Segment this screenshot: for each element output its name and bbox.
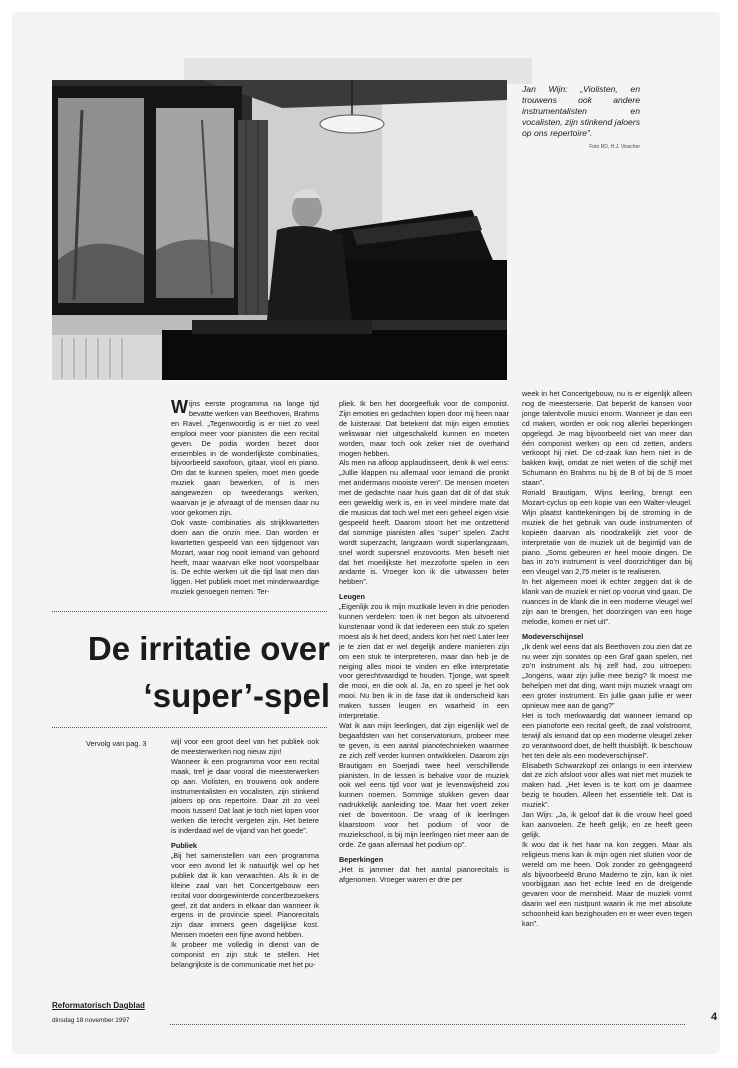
article-column-1 — [171, 399, 319, 597]
article-column-2 — [339, 399, 509, 885]
drop-cap: W — [171, 397, 188, 417]
article-column-3 — [522, 389, 692, 929]
paragraph: Ik wou dat ik het haar na kon zeggen. Maar als religieus mens kan ik mijn ogen niet sluiten voor de wereld om me heen. Ook zonder zo geëngageerd als bijvoorbeeld Bruno Maderno te zijn, kan ik niet voorbijgaan aan het echte leed en de dreigende gevaren voor de mensheid. Maar de muziek vormt daarin wel een rustpunt waarin ik me met absolute schoonheid kan bezighouden en er weer even tegen kan”. — [522, 839, 692, 929]
separator-bottom — [52, 727, 327, 728]
paragraph: „Ik denk wel eens dat als Beethoven zou zien dat ze nu weer zijn sonates op een Graf gaan spelen, net zo’n instrument als hij zelf had, zou uitroepen: „Jongens, waar zijn jullie mee bezig? Ik moest me behelpen met dat ding, want mijn muziek vraagt om een groter instrument. En jullie gaan jullie er weer opnieuw mee aan de gang?” — [522, 641, 692, 711]
paragraph: Het is toch merkwaardig dat wanneer iemand op een pianoforte een recital geeft, de zaal volstroomt, terwijl als iemand dat op een moderne vleugel zeker zo verantwoord doet, de helft thuisblijft. Ik beschouw het ten dele als een modeverschijnsel”. — [522, 711, 692, 760]
caption-quote: Jan Wijn: „Violisten, en trouwens ook andere instrumentalisten en vocalisten, zijn stinkend jaloers op ons repertoire”. — [522, 84, 640, 138]
paragraph-text: ijns eerste programma na lange tijd bevatte werken van Beethoven, Brahms en Ravel. „Tegenwoordig is er niet zo veel emplooi meer voor pianisten die een recital geven. De podia worden bezet door ensembles in de wonderlijkste combinaties, bijvoorbeeld saxofoon, gitaar, viool en piano. Om dat te kunnen spelen, moet men goede muziek gaan bewerken, of is men aangewezen op tweederangs werken, waarvan je je afvraagt of de mensen daar nu voor gekomen zijn. — [171, 399, 319, 517]
paragraph: Jan Wijn: „Ja, ik geloof dat ik die vrouw heel goed kan aanvoelen. Ze heeft gelijk, en ze heeft geen gelijk. — [522, 810, 692, 839]
masthead: Reformatorisch Dagblad — [52, 1001, 145, 1010]
paragraph: pliek. Ik ben het doorgeefluik voor de componist. Zijn emoties en gedachten lopen door mij heen naar de luisteraar. Dat betekent dat mijn eigen emoties weliswaar niet uitgeschakeld kunnen en moeten worden, maar toch ook zeker niet de overhand mogen hebben. — [339, 399, 509, 458]
subheading-modeverschijnsel: Modeverschijnsel — [522, 631, 584, 641]
paragraph: wijl voor een groot deel van het publiek ook de meesterwerken nog nieuw zijn! — [171, 737, 319, 756]
pianist-illustration — [52, 80, 507, 380]
paragraph: Wanneer ik een programma voor een recital maak, tref je daar vooral die meesterwerken op aan. Violisten, en trouwens ook andere instrumentalisten en vocalisten, zijn stinkend jaloers op ons repertoire. Daar zit zo veel moois tussen! Dat laat je toch niet lopen voor werken die terecht vergeten zijn. Het betere is inderdaad wel de vijand van het goede”. — [171, 756, 319, 836]
paragraph: „Bij het samenstellen van een programma voor een avond let ik natuurlijk wel op het publiek dat ik kan verwachten. Als ik in de kleine zaal van het Concertgebouw een recital voor doorgewinterde concertbezoekers geef, zit dat anders in elkaar dan wanneer ik ergens in de provincie speel. Pianorecitals zijn daar immers geen dagelijkse kost. Mensen moeten een fijne avond hebben. — [171, 850, 319, 940]
headline-line-1: De irritatie over — [87, 630, 330, 667]
page-number: 4 — [711, 1011, 718, 1023]
paragraph: Ronald Brautigam, Wijns leerling, brengt een Mozart-cyclus op een kopie van een Walter-vleugel. Wijn plaatst kanttekeningen bij de stroming in de muziek die het gebruik van oude instrumenten of kopieën daarvan als noodzakelijk ziet voor de interpretatie van de muziek uit de begintijd van de piano. „Soms gebeuren er heel mooie dingen. De bas in zo’n instrument is veel doorzichtiger dan bij een vleugel van 2,75 meter is te realiseren. — [522, 488, 692, 577]
paragraph: In het algemeen moet ik echter zeggen dat ik de klank van de muziek er niet op vooruit vind gaan. De nuances in de klank die in een moderne vleugel wel zijn aan te brengen, het doorzingen van een hoge melodie, komen er niet uit”. — [522, 577, 692, 626]
subheading-publiek: Publiek — [171, 841, 197, 851]
subheading-leugen: Leugen — [339, 592, 365, 602]
paragraph: „Eigenlijk zou ik mijn muzikale leven in drie perioden kunnen verdelen: toen ik net begon als uitvoerend kunstenaar vond ik dat iedereen een stuk zo spelen moest als ik het deed, anders kon het niet! Later leer je te zien dat er wel degelijk andere manieren zijn om een stuk te interpreteren, maar dan heb je de neiging alles mooi te vinden en elke interpretatie voor gerechtvaardigd te houden. Tjonge, wat speelt die mooi, en die ook al. Ja, en zo speel je het ook mooi. Nu ben ik in de fase dat ik onderscheid kan maken tussen leugen en waarheid in een interpretatie. — [339, 602, 509, 721]
paragraph: Wat ik aan mijn leerlingen, dat zijn eigenlijk wel de begaafdsten van het conservatorium, probeer mee te geven, is een aantal pianotechnieken waarmee ze zich zelf verder kunnen ontwikkelen. Daarom zijn Brautigam en Soerjadi twee heel verschillende pianisten. In de lessen is behalve voor de muziek ook wel eens tijd voor wat je levenswijsheid zou kunnen noemen. Sommige stukken geven daar nadrukkelijk aanleiding toe. Maar het voert zeker niet de boventoon. De vraag of ik leerlingen klaarstoom voor het podium of voor de muziekschool, is bij mijn leerlingen niet meer aan de orde. Ze gaan allemaal het podium op”. — [339, 721, 509, 849]
paragraph: Ik probeer me volledig in dienst van de componist en zijn stuk te stellen. Het belangrijkste is de communicatie met het pu- — [171, 940, 319, 969]
paragraph: „Het is jammer dat het aantal pianorecitals is afgenomen. Vroeger waren er drie per — [339, 864, 509, 884]
paragraph — [171, 399, 319, 518]
photo-credit: Foto RD, H.J. Visscher — [589, 144, 640, 150]
photo-caption — [522, 84, 640, 153]
continued-from-label: Vervolg van pag. 3 — [86, 739, 147, 748]
photo-pianist — [52, 80, 507, 380]
paragraph: Ook vaste combinaties als strijkkwartetten doen aan die onzin mee. Dan worden er kwartetten gespeeld van een tijdgenoot van Mozart, waar nog nooit iemand van gehoord heeft, maar waarvan elke noot voorspelbaar is. De echte werken uit die tijd laat men dan liggen. Het publiek moet met minderwaardige muziek genoegen nemen. Ter- — [171, 517, 319, 597]
article-column-lower — [171, 737, 319, 970]
headline — [60, 625, 330, 719]
headline-line-2: ‘super’-spel — [143, 677, 330, 714]
footer-rule — [170, 1024, 685, 1025]
issue-date: dinsdag 18 november 1997 — [52, 1017, 130, 1024]
paragraph: week in het Concertgebouw, nu is er eigenlijk alleen nog de meesterserie. Dat beperkt de kansen voor jonge talentvolle musici enorm. Wanneer je dan een cd maken, worden er ook nog allerlei beperkingen opgelegd. Je mag bijvoorbeeld niet van meer dan één componist werken op een cd zetten, anders verkoopt hij niet. De cd-zaak kan hem niet in de bakken kwijt, omdat ze niet weten of die schijf met Schumann èn Brahms nu bij de B of bij de S moet staan”. — [522, 389, 692, 488]
paragraph: Elisabeth Schwarzkopf zei onlangs in een interview dat ze zich afsloot voor alles wat niet met muziek te maken had. „Het leven is te kort om je daarmee bezig te houden. Alleen het essentiële telt. Dat is muziek”. — [522, 760, 692, 810]
separator-top — [52, 611, 327, 612]
subheading-beperkingen: Beperkingen — [339, 854, 384, 864]
paragraph: Als men na afloop applaudisseert, denk ik wel eens: „Jullie klappen nu allemaal voor iemand die pronkt met andermans mooiste veren”. De mensen moeten met de gedachte naar huis gaan dat dit of dat stuk een geweldig werk is, en in veel mindere mate dat die musicus dat toch wel met een geheel eigen visie gespeeld heeft. Daarom stoort het me ontzettend dat sommige pianisten alles ‘super’ spelen. Zacht wordt superzacht, langzaam wordt superlangzaam, snel wordt supersnel enzovoorts. Men beseft niet dat het moeilijkste het mezzoforte spelen in een andante is. Vroeger kon ik die uitwassen beter hebben”. — [339, 458, 509, 587]
